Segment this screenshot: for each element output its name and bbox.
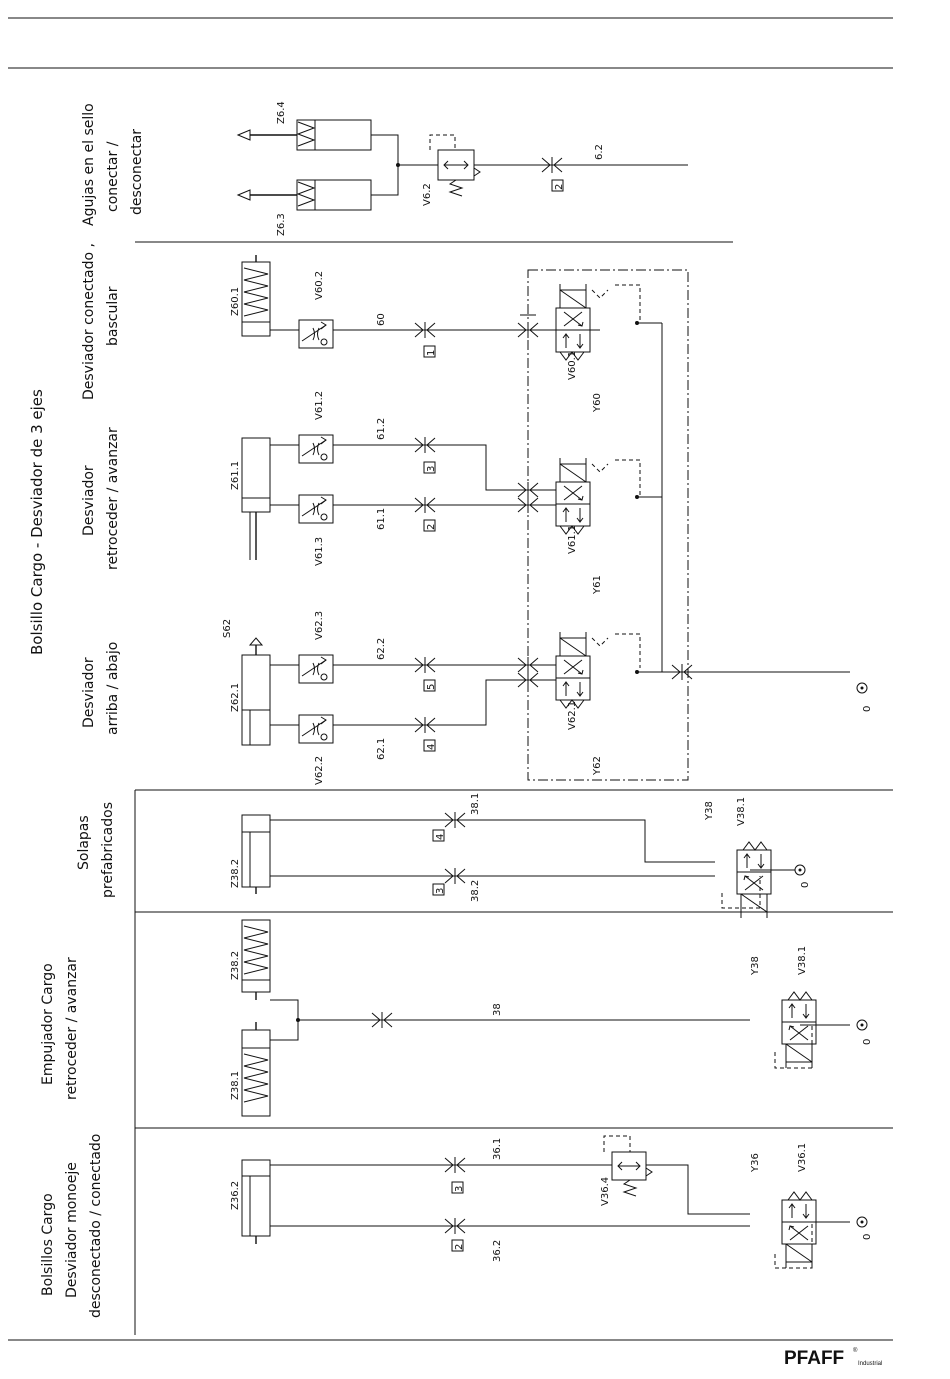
section-title-line: Bolsillos Cargo [40, 1193, 56, 1296]
cylinder-z621 [242, 638, 270, 745]
label-v381: V38.1 [797, 945, 808, 975]
solenoid-valve-v621 [556, 632, 590, 708]
label-port: 4 [426, 743, 437, 750]
label-v364: V36.4 [600, 1176, 611, 1206]
brand-name: PFAFF [784, 1348, 845, 1369]
section-title-line: Desviador [81, 465, 97, 536]
label-z611: Z61.1 [230, 460, 241, 490]
section-title-line: Agujas en el sello [81, 103, 97, 226]
section-title-line: prefabricados [100, 801, 116, 898]
label-port: 1 [426, 349, 437, 356]
label-v621: V62.1 [567, 700, 578, 730]
cylinder-z63 [238, 180, 388, 210]
label-v601: V60.1 [567, 350, 578, 380]
label-port: 2 [426, 523, 437, 530]
section-title-line: desconectar [129, 128, 145, 215]
section-title-line: conectar / [105, 141, 121, 212]
solenoid-valve-v601 [556, 284, 590, 360]
label-line-621: 62.1 [376, 737, 387, 760]
throttle-valve-v623 [299, 655, 333, 683]
label-v613: V61.3 [314, 536, 325, 566]
label-zero: 0 [862, 705, 873, 712]
section-title-line: Desviador monoeje [64, 1162, 80, 1298]
throttle-valve-v613 [299, 495, 333, 523]
label-v622: V62.2 [314, 755, 325, 785]
cylinder-z381-pusher [242, 1022, 270, 1116]
section-pusher [40, 920, 873, 1116]
brand-sub: Industrial [858, 1361, 883, 1367]
label-z362: Z36.2 [230, 1180, 241, 1210]
throttle-valve-v622 [299, 715, 333, 743]
label-zero: 0 [862, 1038, 873, 1045]
section-title-line: arriba / abajo [105, 641, 121, 735]
label-line-612: 61.2 [376, 417, 387, 440]
pressure-valve-v364 [604, 1136, 652, 1196]
section-switch-tilt [81, 243, 640, 413]
section-title-line: Desviador conectado , [81, 243, 97, 400]
label-v361: V36.1 [797, 1142, 808, 1172]
cylinder-z611 [242, 438, 270, 560]
label-y38: Y38 [750, 956, 761, 975]
label-port: 3 [435, 887, 446, 894]
section-title-line: retroceder / avanzar [64, 957, 80, 1100]
solenoid-valve-y36 [782, 1192, 816, 1268]
solenoid-valve-y38-pusher [782, 992, 816, 1068]
label-z621: Z62.1 [230, 682, 241, 712]
label-z601: Z60.1 [230, 286, 241, 316]
section-up-down [81, 611, 640, 785]
pressure-valve-v62 [430, 135, 480, 196]
label-z382: Z38.2 [230, 950, 241, 980]
label-z64: Z6.4 [276, 101, 287, 124]
throttle-valve-v612 [299, 435, 333, 463]
label-line-62: 6.2 [594, 144, 605, 160]
label-line-38: 38 [492, 1003, 503, 1016]
label-z382: Z38.2 [230, 858, 241, 888]
section-needles [81, 101, 688, 236]
label-z63: Z6.3 [276, 213, 287, 236]
label-y61: Y61 [592, 575, 603, 594]
brand-reg: ® [853, 1348, 858, 1354]
label-line-60: 60 [376, 313, 387, 326]
label-z381: Z38.1 [230, 1070, 241, 1100]
valve-island-frame [528, 270, 688, 780]
label-v612: V61.2 [314, 390, 325, 420]
label-v611: V61.1 [567, 524, 578, 554]
label-y36: Y36 [750, 1153, 761, 1172]
label-y62: Y62 [592, 756, 603, 775]
label-s62: S62 [222, 618, 233, 638]
cylinder-z64 [238, 120, 388, 150]
label-v602: V60.2 [314, 270, 325, 300]
label-port: 3 [426, 465, 437, 472]
section-title-line: bascular [105, 286, 121, 346]
section-title-line: Empujador Cargo [40, 963, 56, 1085]
label-line-622: 62.2 [376, 637, 387, 660]
cylinder-z382-flaps [242, 815, 270, 894]
label-v62: V6.2 [422, 183, 433, 206]
main-title: Bolsillo Cargo - Desviador de 3 ejes [28, 389, 46, 655]
solenoid-valve-v611 [556, 458, 590, 534]
label-y60: Y60 [592, 393, 603, 412]
label-v381: V38.1 [736, 796, 747, 826]
cylinder-z362 [242, 1160, 270, 1244]
section-title-line: Desviador [81, 657, 97, 728]
label-port: 5 [426, 683, 437, 690]
section-back-forward [81, 391, 640, 595]
solenoid-valve-y38-flaps [737, 842, 771, 918]
label-line-381: 38.1 [470, 792, 481, 815]
label-y38: Y38 [704, 801, 715, 820]
label-port: 3 [454, 1185, 465, 1192]
label-port: 2 [454, 1243, 465, 1250]
label-zero: 0 [862, 1233, 873, 1240]
label-port: 2 [554, 183, 565, 190]
label-line-611: 61.1 [376, 507, 387, 530]
cylinder-z382-pusher [242, 920, 270, 1000]
label-v623: V62.3 [314, 610, 325, 640]
section-flaps [76, 793, 811, 918]
label-zero: 0 [800, 881, 811, 888]
label-line-361: 36.1 [492, 1137, 503, 1160]
section-title-line: desconectado / conectado [88, 1133, 104, 1318]
label-line-382: 38.2 [470, 879, 481, 902]
section-mono-axis [40, 1134, 873, 1318]
cylinder-z601 [242, 255, 270, 336]
label-port: 4 [435, 833, 446, 840]
label-line-362: 36.2 [492, 1239, 503, 1262]
throttle-valve-v602 [299, 320, 333, 348]
section-title-line: Solapas [76, 815, 92, 870]
brand-logo [784, 1347, 882, 1369]
section-title-line: retroceder / avanzar [105, 427, 121, 570]
